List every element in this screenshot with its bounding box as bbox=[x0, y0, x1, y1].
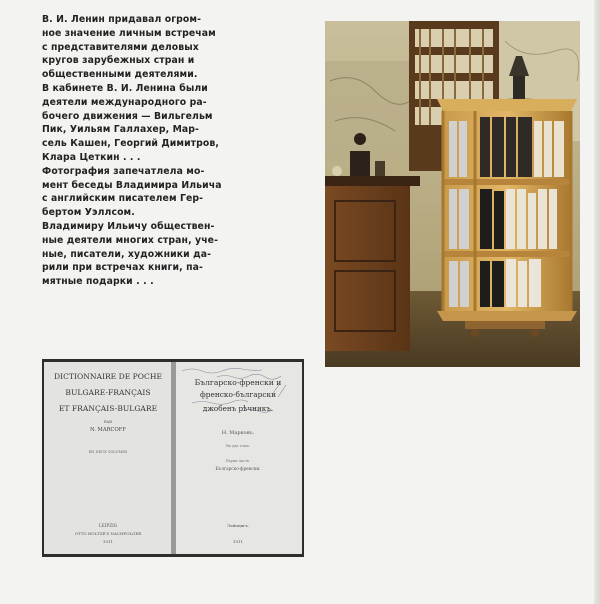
text-line: мент беседы Владимира Ильича bbox=[42, 179, 222, 191]
left-publisher: OTTO HOLTZE'S NACHFOLGER bbox=[74, 531, 142, 536]
text-line: бертом Уэллсом. bbox=[42, 207, 135, 219]
paragraph-3 bbox=[42, 165, 222, 220]
right-title-line2: френско-български bbox=[199, 390, 277, 399]
left-author: N. MARCOFF bbox=[90, 427, 126, 433]
text-line: В. И. Ленин придавал огром- bbox=[42, 14, 202, 25]
left-title-line3: ET FRANÇAIS-BULGARE bbox=[58, 404, 158, 413]
text-line: Пик, Уильям Галлахер, Мар- bbox=[42, 124, 200, 136]
text-line: с представителями деловых bbox=[42, 41, 199, 53]
text-line: ные, писатели, художники да- bbox=[42, 248, 212, 260]
text-line: общественными деятелями. bbox=[42, 69, 198, 81]
left-year: 1911 bbox=[102, 539, 114, 544]
paragraph-1 bbox=[42, 13, 222, 82]
page-edge bbox=[594, 0, 600, 604]
text-line: Клара Цеткин . . . bbox=[42, 151, 141, 163]
text-line: деятели международного ра- bbox=[42, 96, 207, 108]
paragraph-2 bbox=[42, 82, 222, 165]
right-city: Лайпцигъ. bbox=[226, 523, 250, 528]
text-line: бочего движения — Вильгельм bbox=[42, 110, 213, 122]
text-line: В кабинете В. И. Ленина были bbox=[42, 82, 208, 94]
study-photo bbox=[325, 21, 580, 367]
text-line: ное значение личным встречам bbox=[42, 27, 216, 39]
dictionary-photo bbox=[42, 359, 304, 557]
right-author: Н. Марковъ. bbox=[221, 430, 255, 436]
text-line: Владимиру Ильичу обществен- bbox=[42, 220, 215, 232]
right-part-title: Българско-френски. bbox=[215, 466, 261, 471]
left-title-line1: DICTIONNAIRE DE POCHE bbox=[54, 372, 162, 381]
caption-text bbox=[42, 13, 222, 289]
left-title-line2: BULGARE-FRANÇAIS bbox=[65, 388, 151, 397]
text-line: мятные подарки . . . bbox=[42, 276, 154, 288]
text-line: кругов зарубежных стран и bbox=[42, 55, 195, 67]
left-city: LEIPZIG bbox=[98, 523, 118, 528]
text-line: сель Кашен, Георгий Димитров, bbox=[42, 138, 220, 150]
right-title-line1: Българско-френски и bbox=[194, 378, 282, 387]
right-part-label: Първа часть. bbox=[225, 459, 251, 463]
left-volumes: EN DEUX VOLUMES bbox=[88, 450, 128, 454]
text-line: Фотография запечатлела мо- bbox=[42, 165, 205, 177]
left-par: PAR bbox=[103, 419, 113, 424]
right-year: 1911 bbox=[232, 539, 244, 544]
paragraph-4 bbox=[42, 220, 222, 289]
study-photo-illustration bbox=[325, 21, 580, 367]
text-line: рили при встречах книги, па- bbox=[42, 262, 203, 274]
text-line: с английским писателем Гер- bbox=[42, 193, 204, 205]
dictionary-spread bbox=[42, 359, 304, 557]
right-volume-note: Въ два тома. bbox=[226, 444, 250, 448]
right-title-line3: джобенъ рѣчникъ. bbox=[202, 404, 274, 413]
text-line: ные деятели многих стран, уче- bbox=[42, 234, 219, 246]
